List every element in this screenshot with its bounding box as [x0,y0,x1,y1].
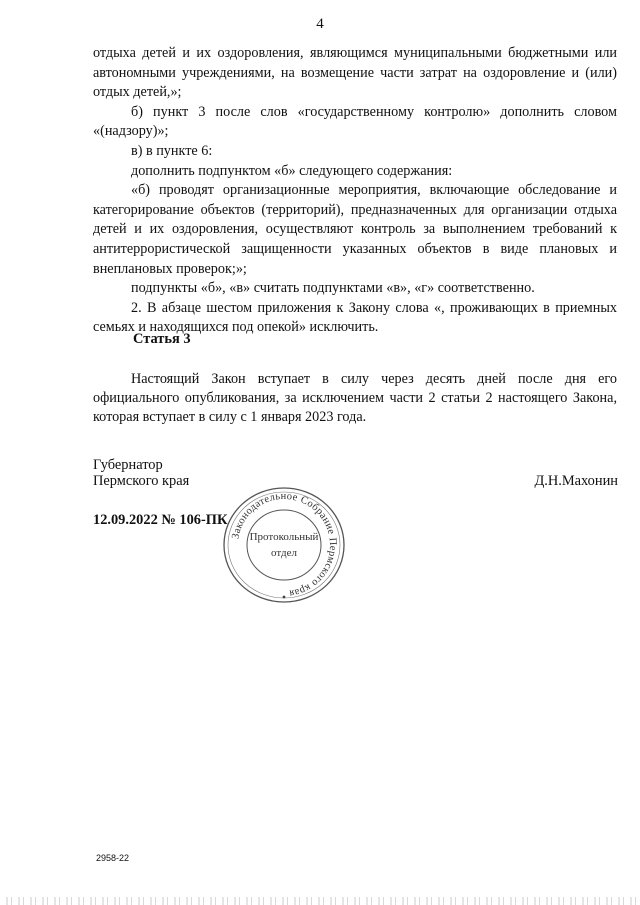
stamp-center-line: Протокольный [249,531,319,543]
signature-title-line: Пермского края [93,472,190,489]
body-paragraph: «б) проводят организационные мероприятия, включающие обследование и категорирование объектов (территорий), предназначенных для организации отдыха детей и их оздоровления, осуществляют контроль за выполнением требований к антитеррористической защищенности указанных объектов в виде плановых и внеплановых проверок;»; [93,182,617,277]
stamp-outer-text: Законодательное Собрание Пермского края [230,490,339,599]
signature-title [93,458,189,489]
body-paragraph: отдыха детей и их оздоровления, являющимся муниципальными бюджетными или автономными учреждениями, на возмещение части затрат на оздоровление и (или) отдых детей,»; [93,45,617,101]
signature-name: Д.Н.Махонин [534,473,618,489]
stamp-seal-icon [219,485,349,605]
article-heading: Статья 3 [133,331,191,347]
body-paragraph: дополнить подпунктом «б» следующего содержания: [131,162,453,179]
article-paragraph: Настоящий Закон вступает в силу через десять дней после дня его официального опубликования, за исключением части 2 статьи 2 настоящего Закона, которая вступает в силу с 1 января 2023 года. [93,371,617,425]
document-body [93,44,617,338]
body-paragraph: б) пункт 3 после слов «государственному контролю» дополнить словом «(надзору)»; [93,103,617,140]
law-date-number: 12.09.2022 № 106-ПК [93,512,228,528]
body-paragraph: 2. В абзаце шестом приложения к Закону слова «, проживающих в приемных семьях и находящихся под опекой» исключить. [93,299,617,336]
document-code: 2958-22 [96,853,130,863]
scan-edge [0,897,640,905]
body-paragraph: в) в пункте 6: [131,142,213,159]
page-number: 4 [316,16,324,32]
body-paragraph: подпункты «б», «в» считать подпунктами «в», «г» соответственно. [131,280,535,297]
signature-title-line: Губернатор [93,457,163,473]
stamp-center-line: отдел [271,547,297,559]
article-body [93,370,617,427]
official-stamp [219,485,349,605]
